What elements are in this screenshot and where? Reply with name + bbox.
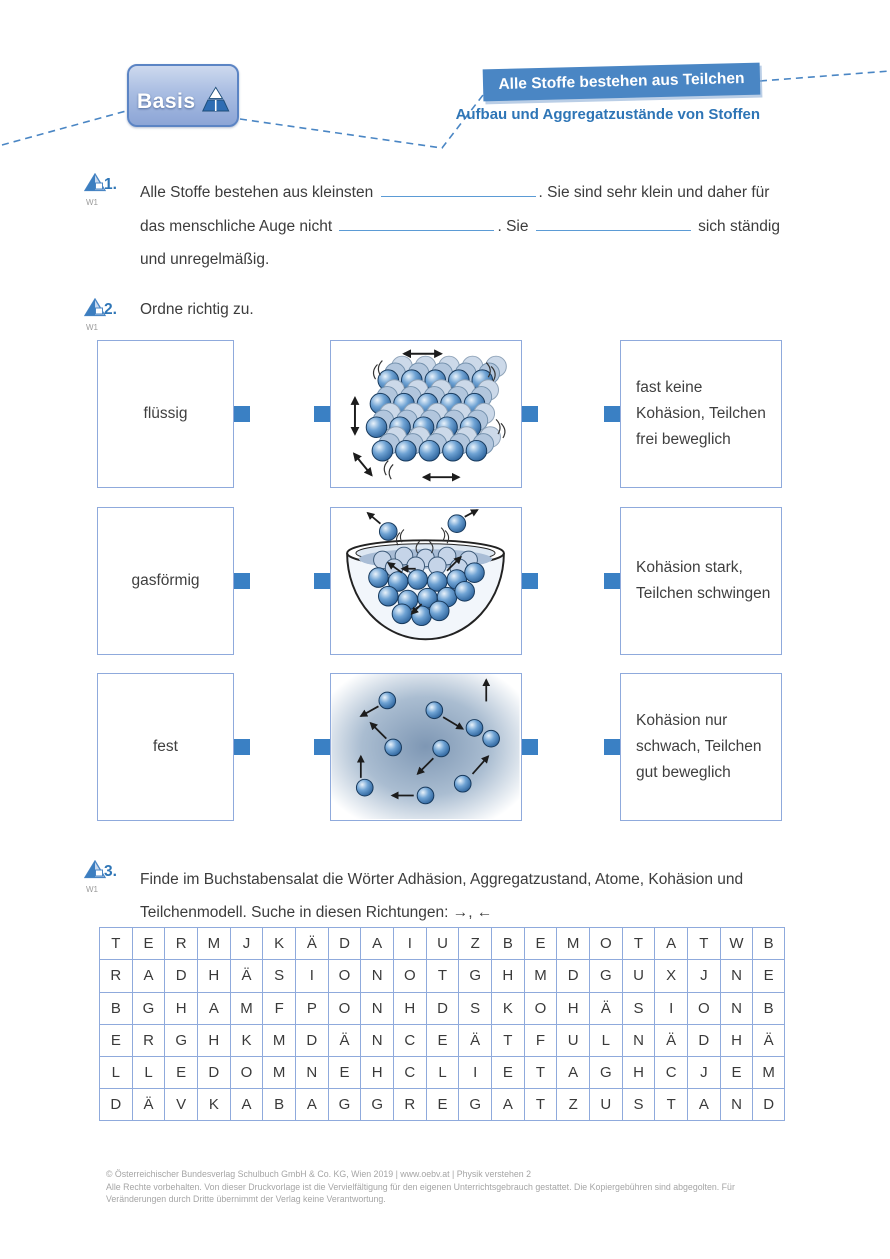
grid-cell: A — [132, 959, 165, 991]
grid-cell: K — [491, 992, 524, 1024]
grid-cell: H — [556, 992, 589, 1024]
page-title: Alle Stoffe bestehen aus Teilchen — [498, 69, 745, 94]
grid-cell: D — [687, 1024, 720, 1056]
grid-cell: H — [197, 959, 230, 991]
particle-diagram-box[interactable] — [330, 507, 522, 655]
particle-diagram-box[interactable] — [330, 673, 522, 821]
task3-number: 3. — [104, 863, 117, 880]
state-label: gasförmig — [131, 572, 200, 589]
grid-cell: I — [295, 959, 328, 991]
grid-cell: J — [230, 927, 263, 959]
task1-number: 1. — [104, 176, 117, 193]
connector-square[interactable] — [234, 406, 250, 422]
grid-cell: C — [654, 1056, 687, 1088]
grid-cell: A — [197, 992, 230, 1024]
grid-cell: E — [720, 1056, 753, 1088]
grid-cell: Ä — [132, 1088, 165, 1120]
grid-cell: Z — [556, 1088, 589, 1120]
grid-cell: B — [752, 992, 785, 1024]
solid-lattice-diagram — [331, 341, 520, 486]
description-text: Kohäsion nur schwach, Teilchen gut beweglich — [636, 712, 762, 781]
grid-cell: O — [230, 1056, 263, 1088]
grid-cell: D — [752, 1088, 785, 1120]
pyramid-logo-icon — [200, 83, 231, 117]
grid-cell: E — [426, 1088, 459, 1120]
grid-cell: T — [622, 927, 655, 959]
match-row-1 — [97, 340, 782, 488]
grid-cell: Ä — [295, 927, 328, 959]
grid-cell: H — [720, 1024, 753, 1056]
grid-cell: L — [589, 1024, 622, 1056]
grid-cell: S — [458, 992, 491, 1024]
task1-segment: . Sie — [497, 217, 529, 235]
grid-cell: H — [393, 992, 426, 1024]
grid-cell: R — [164, 927, 197, 959]
grid-cell: T — [524, 1088, 557, 1120]
grid-cell: M — [556, 927, 589, 959]
grid-cell: R — [393, 1088, 426, 1120]
connector-square[interactable] — [604, 406, 620, 422]
grid-cell: D — [197, 1056, 230, 1088]
connector-square[interactable] — [604, 739, 620, 755]
grid-cell: T — [426, 959, 459, 991]
grid-cell: L — [99, 1056, 132, 1088]
grid-cell: H — [164, 992, 197, 1024]
basis-badge — [127, 64, 239, 127]
grid-cell: R — [99, 959, 132, 991]
state-label-box[interactable] — [97, 507, 234, 655]
grid-cell: Z — [458, 927, 491, 959]
grid-cell: B — [99, 992, 132, 1024]
grid-cell: A — [654, 927, 687, 959]
grid-cell: K — [230, 1024, 263, 1056]
grid-cell: O — [687, 992, 720, 1024]
grid-cell: C — [393, 1024, 426, 1056]
grid-cell: A — [491, 1088, 524, 1120]
footer-rights-line2: Veränderungen durch Dritte übernimmt der Verlag keine Verantwortung. — [106, 1194, 386, 1205]
connector-square[interactable] — [604, 573, 620, 589]
grid-cell: R — [132, 1024, 165, 1056]
task2-instruction: Ordne richtig zu. — [140, 301, 254, 318]
grid-cell: U — [589, 1088, 622, 1120]
grid-cell: C — [393, 1056, 426, 1088]
grid-cell: G — [458, 959, 491, 991]
grid-cell: Ä — [752, 1024, 785, 1056]
grid-cell: G — [164, 1024, 197, 1056]
task1-segment: sich ständig und unregelmäßig. — [140, 217, 780, 268]
grid-cell: Ä — [328, 1024, 361, 1056]
answer-blank-2[interactable] — [339, 218, 494, 231]
grid-cell: O — [393, 959, 426, 991]
connector-square[interactable] — [522, 739, 538, 755]
grid-cell: U — [556, 1024, 589, 1056]
grid-cell: J — [687, 1056, 720, 1088]
grid-cell: D — [99, 1088, 132, 1120]
grid-cell: S — [262, 959, 295, 991]
grid-cell: A — [295, 1088, 328, 1120]
grid-cell: A — [230, 1088, 263, 1120]
grid-cell: M — [197, 927, 230, 959]
footer — [106, 1168, 806, 1206]
grid-cell: E — [164, 1056, 197, 1088]
grid-cell: L — [132, 1056, 165, 1088]
grid-cell: E — [752, 959, 785, 991]
task3-instruction-line2: Teilchenmodell. Suche in diesen Richtungen: →, ← — [140, 904, 493, 921]
grid-cell: M — [524, 959, 557, 991]
connector-square[interactable] — [314, 406, 330, 422]
grid-cell: K — [262, 927, 295, 959]
grid-cell: D — [164, 959, 197, 991]
gas-particles-diagram — [331, 674, 520, 819]
particle-diagram-box[interactable] — [330, 340, 522, 488]
task1-segment: . Sie sind sehr klein und daher für das menschliche Auge nicht — [140, 184, 770, 235]
description-box[interactable] — [620, 507, 782, 655]
basis-badge-label: Basis — [137, 90, 196, 113]
answer-blank-3[interactable] — [536, 218, 691, 231]
grid-cell: G — [360, 1088, 393, 1120]
difficulty-pyramid-icon — [84, 173, 106, 192]
footer-copyright: © Österreichischer Bundesverlag Schulbuch GmbH & Co. KG, Wien 2019 | www.oebv.at | Physik verstehen 2 — [106, 1169, 532, 1179]
description-text: Kohäsion stark, Teilchen schwingen — [636, 559, 771, 602]
grid-cell: B — [752, 927, 785, 959]
grid-cell: M — [230, 992, 263, 1024]
liquid-in-bowl-diagram — [331, 508, 520, 653]
grid-cell: B — [491, 927, 524, 959]
connector-square[interactable] — [314, 573, 330, 589]
grid-cell: H — [491, 959, 524, 991]
description-box[interactable] — [620, 340, 782, 488]
page-subtitle: Aufbau und Aggregatzustände von Stoffen — [455, 106, 760, 123]
match-row-3 — [97, 673, 782, 821]
grid-cell: D — [295, 1024, 328, 1056]
grid-cell: J — [687, 959, 720, 991]
grid-cell: G — [132, 992, 165, 1024]
grid-cell: E — [132, 927, 165, 959]
grid-cell: T — [654, 1088, 687, 1120]
state-label-box[interactable] — [97, 340, 234, 488]
grid-cell: T — [524, 1056, 557, 1088]
task2-number: 2. — [104, 301, 117, 318]
grid-cell: O — [328, 992, 361, 1024]
grid-cell: M — [752, 1056, 785, 1088]
grid-cell: N — [295, 1056, 328, 1088]
task3-instruction — [140, 863, 800, 929]
state-label: flüssig — [143, 405, 188, 422]
connector-square[interactable] — [234, 739, 250, 755]
grid-cell: A — [360, 927, 393, 959]
grid-cell: K — [197, 1088, 230, 1120]
grid-cell: F — [524, 1024, 557, 1056]
match-row-2 — [97, 507, 782, 655]
task3-instruction-line1: Finde im Buchstabensalat die Wörter Adhäsion, Aggregatzustand, Atome, Kohäsion und — [140, 871, 744, 888]
grid-cell: M — [262, 1056, 295, 1088]
grid-cell: N — [360, 959, 393, 991]
connector-square[interactable] — [522, 573, 538, 589]
grid-cell: N — [622, 1024, 655, 1056]
grid-cell: E — [99, 1024, 132, 1056]
grid-cell: H — [360, 1056, 393, 1088]
state-label-box[interactable] — [97, 673, 234, 821]
grid-cell: E — [491, 1056, 524, 1088]
grid-cell: H — [197, 1024, 230, 1056]
grid-cell: H — [622, 1056, 655, 1088]
grid-cell: G — [589, 1056, 622, 1088]
difficulty-pyramid-icon — [84, 860, 106, 879]
page-title-banner — [483, 63, 761, 102]
grid-cell: E — [426, 1024, 459, 1056]
grid-cell: G — [458, 1088, 491, 1120]
grid-cell: N — [360, 992, 393, 1024]
task1-text — [140, 176, 782, 277]
grid-cell: E — [328, 1056, 361, 1088]
grid-cell: N — [360, 1024, 393, 1056]
grid-cell: V — [164, 1088, 197, 1120]
grid-cell: D — [328, 927, 361, 959]
grid-cell: E — [524, 927, 557, 959]
grid-cell: Ä — [458, 1024, 491, 1056]
description-box[interactable] — [620, 673, 782, 821]
footer-rights-line1: Alle Rechte vorbehalten. Von dieser Druckvorlage ist die Vervielfältigung für den eigenen Unterrichtsgebrauch gestattet. Die Kopiergebühren sind abgegolten. Für — [106, 1181, 735, 1192]
grid-cell: N — [720, 992, 753, 1024]
grid-cell: S — [622, 992, 655, 1024]
grid-cell: Ä — [230, 959, 263, 991]
grid-cell: O — [328, 959, 361, 991]
grid-cell: T — [687, 927, 720, 959]
grid-cell: B — [262, 1088, 295, 1120]
grid-cell: P — [295, 992, 328, 1024]
grid-cell: A — [556, 1056, 589, 1088]
grid-cell: O — [524, 992, 557, 1024]
grid-cell: G — [328, 1088, 361, 1120]
grid-cell: I — [393, 927, 426, 959]
grid-cell: N — [720, 1088, 753, 1120]
task1-segment: Alle Stoffe bestehen aus kleinsten — [140, 184, 374, 201]
difficulty-tag: W1 — [86, 198, 98, 207]
difficulty-tag: W1 — [86, 885, 98, 894]
difficulty-pyramid-icon — [84, 298, 106, 317]
difficulty-tag: W1 — [86, 323, 98, 332]
connector-square[interactable] — [522, 406, 538, 422]
word-grid — [99, 927, 785, 1121]
connector-square[interactable] — [234, 573, 250, 589]
grid-cell: A — [687, 1088, 720, 1120]
grid-cell: M — [262, 1024, 295, 1056]
grid-cell: I — [654, 992, 687, 1024]
state-label: fest — [153, 738, 178, 755]
answer-blank-1[interactable] — [381, 184, 536, 197]
grid-cell: I — [458, 1056, 491, 1088]
grid-cell: T — [491, 1024, 524, 1056]
description-text: fast keine Kohäsion, Teilchen frei beweglich — [636, 379, 766, 448]
grid-cell: W — [720, 927, 753, 959]
grid-cell: X — [654, 959, 687, 991]
grid-cell: S — [622, 1088, 655, 1120]
grid-cell: L — [426, 1056, 459, 1088]
grid-cell: D — [426, 992, 459, 1024]
grid-cell: Ä — [589, 992, 622, 1024]
grid-cell: Ä — [654, 1024, 687, 1056]
grid-cell: F — [262, 992, 295, 1024]
grid-cell: U — [622, 959, 655, 991]
grid-cell: D — [556, 959, 589, 991]
grid-cell: T — [99, 927, 132, 959]
grid-cell: O — [589, 927, 622, 959]
grid-cell: G — [589, 959, 622, 991]
grid-cell: N — [720, 959, 753, 991]
connector-square[interactable] — [314, 739, 330, 755]
grid-cell: U — [426, 927, 459, 959]
